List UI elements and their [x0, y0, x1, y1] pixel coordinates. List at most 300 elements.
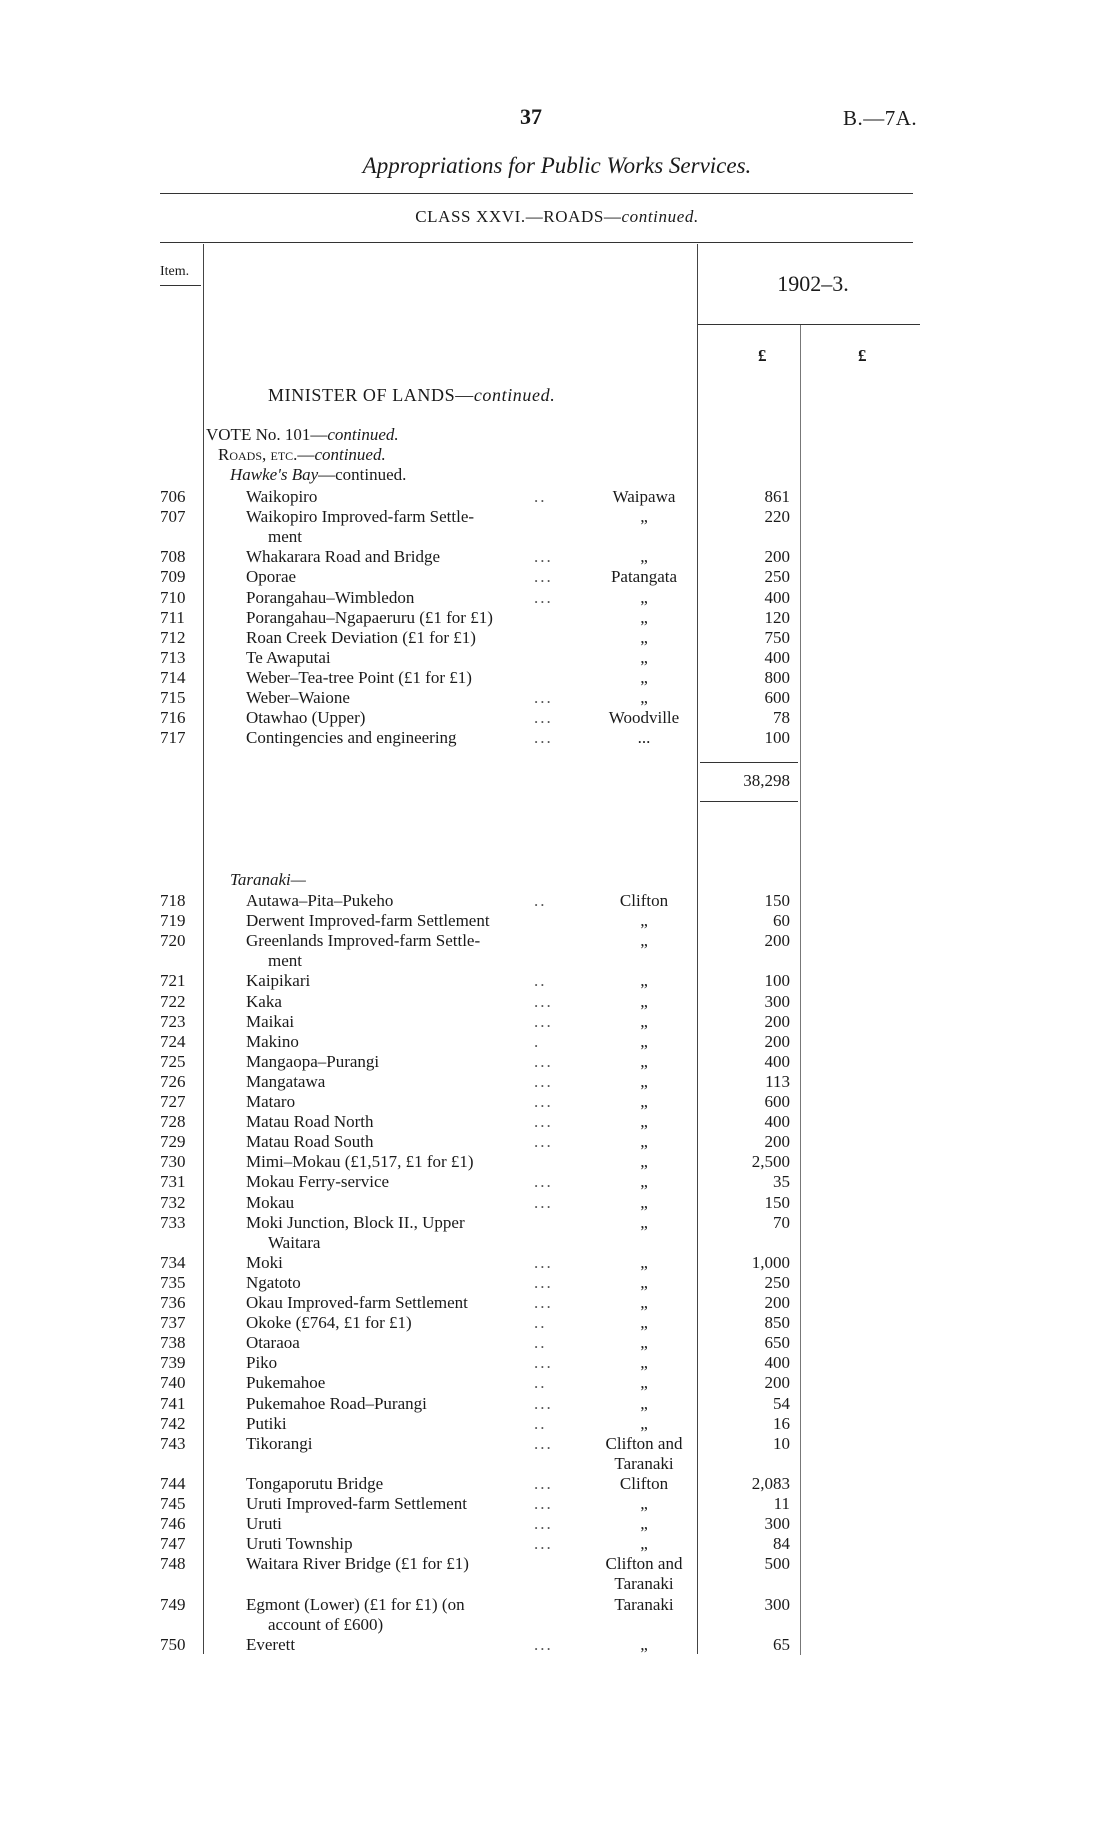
- district-name: „: [640, 1353, 648, 1373]
- item-name: Waikopiro: [246, 487, 318, 506]
- item-number: 749: [160, 1594, 186, 1614]
- roads-heading-main: Roads, etc.—: [218, 445, 315, 464]
- item-name: Piko: [246, 1353, 278, 1373]
- leader-dots: ...: [534, 688, 553, 707]
- leader-dots: ...: [534, 1293, 553, 1312]
- leader-dots: ...: [534, 1494, 553, 1513]
- table-row: [0, 911, 1114, 931]
- pound-symbol-second: £: [858, 346, 867, 365]
- table-row-continuation: [0, 527, 1114, 547]
- item-amount: 2,500: [751, 1152, 790, 1172]
- item-amount: 65: [773, 1634, 790, 1654]
- item-number: 718: [160, 891, 186, 910]
- district-name: „: [640, 547, 648, 567]
- item-name: Contingencies and engineering: [246, 728, 457, 748]
- item-name: Mataro: [246, 1092, 296, 1111]
- table-row: [0, 1032, 1114, 1052]
- item-name: Matau Road North: [246, 1112, 374, 1132]
- item-name: Porangahau–Wimbledon: [246, 587, 415, 607]
- item-amount: 2,083: [751, 1473, 790, 1493]
- item-number: 738: [160, 1333, 186, 1353]
- year-header: 1902–3.: [777, 271, 849, 296]
- subtotal-rule-bottom: [700, 801, 798, 802]
- item-number: 744: [160, 1473, 186, 1493]
- title-rule: [160, 193, 913, 194]
- district-name: „: [640, 1313, 648, 1333]
- item-name: Pukemahoe Road–Purangi: [246, 1393, 427, 1413]
- table-row: [0, 971, 1114, 991]
- item-number: 740: [160, 1373, 186, 1393]
- leader-dots: ..: [534, 1413, 547, 1433]
- district-name: „: [640, 1192, 648, 1212]
- item-name: Mokau: [246, 1192, 295, 1212]
- item-amount: 100: [764, 971, 790, 991]
- table-row: [0, 1052, 1114, 1072]
- item-amount: 250: [764, 1272, 790, 1292]
- item-amount: 200: [764, 1132, 790, 1152]
- district-name: „: [640, 971, 648, 991]
- item-number: 739: [160, 1353, 186, 1373]
- table-row: [0, 668, 1114, 688]
- item-amount: 400: [764, 1112, 790, 1132]
- page-number: 37: [520, 104, 542, 129]
- item-number: 711: [160, 607, 185, 627]
- table-row: [0, 1213, 1114, 1233]
- table-row: [0, 507, 1114, 527]
- item-name: Matau Road South: [246, 1132, 374, 1152]
- district-name: „: [640, 667, 648, 687]
- district-name: „: [640, 627, 648, 647]
- item-name: Oporae: [246, 567, 297, 587]
- item-number: 732: [160, 1192, 186, 1212]
- leader-dots: ..: [534, 891, 547, 910]
- table-row: [0, 688, 1114, 708]
- item-name: Putiki: [246, 1413, 287, 1433]
- item-number: 731: [160, 1172, 186, 1192]
- item-name: Maikai: [246, 1011, 295, 1031]
- item-name: Whakarara Road and Bridge: [246, 547, 440, 567]
- item-name: Mimi–Mokau (£1,517, £1 for £1): [246, 1152, 474, 1172]
- item-amount: 10: [773, 1433, 790, 1453]
- leader-dots: ...: [534, 1272, 553, 1292]
- item-number: 708: [160, 547, 186, 567]
- table-row: [0, 891, 1114, 911]
- leader-dots: ...: [534, 1393, 553, 1413]
- item-name: Roan Creek Deviation (£1 for £1): [246, 627, 476, 647]
- item-name: Kaipikari: [246, 971, 311, 991]
- item-amount: 120: [764, 607, 790, 627]
- table-row: [0, 1112, 1114, 1132]
- district-name: „: [640, 1132, 648, 1152]
- item-name: Te Awaputai: [246, 647, 331, 667]
- item-number: 712: [160, 627, 186, 647]
- class-heading-main: CLASS XXVI.—ROADS—: [415, 207, 622, 226]
- taranaki-heading: Taranaki—: [230, 870, 306, 889]
- item-amount: 400: [764, 1353, 790, 1373]
- district-name: „: [640, 1373, 648, 1393]
- item-number: 729: [160, 1132, 186, 1152]
- item-number: 730: [160, 1152, 186, 1172]
- district-name: „: [640, 931, 648, 951]
- item-amount: 600: [764, 688, 790, 707]
- item-name: Makino: [246, 1031, 299, 1051]
- district-name: „: [640, 507, 648, 527]
- item-name-continuation: account of £600): [268, 1614, 384, 1634]
- district-name: „: [640, 1293, 648, 1312]
- item-number: 733: [160, 1212, 186, 1232]
- item-name: Uruti: [246, 1514, 282, 1534]
- district-name: Woodville: [608, 708, 680, 728]
- item-number: 736: [160, 1293, 186, 1312]
- item-amount: 861: [764, 487, 790, 506]
- item-name: Otawhao (Upper): [246, 708, 366, 728]
- table-row-continuation: [0, 1615, 1114, 1635]
- leader-dots: ...: [534, 991, 553, 1011]
- item-amount: 220: [764, 507, 790, 527]
- item-number: 746: [160, 1514, 186, 1534]
- district-name: Clifton and: [605, 1433, 683, 1453]
- item-name: Moki Junction, Block II., Upper: [246, 1212, 465, 1232]
- item-amount: 850: [764, 1313, 790, 1333]
- table-row-continuation: [0, 1454, 1114, 1474]
- item-amount: 113: [765, 1071, 790, 1091]
- item-amount: 300: [764, 1514, 790, 1534]
- item-name: Porangahau–Ngapaeruru (£1 for £1): [246, 607, 493, 627]
- item-name: Weber–Waione: [246, 688, 350, 707]
- item-amount: 78: [773, 708, 790, 728]
- item-number: 726: [160, 1071, 186, 1091]
- district-name: „: [640, 1393, 648, 1413]
- district-name: Patangata: [610, 567, 678, 587]
- leader-dots: ...: [534, 1011, 553, 1031]
- table-row: [0, 1635, 1114, 1655]
- item-amount: 800: [764, 667, 790, 687]
- table-row: [0, 992, 1114, 1012]
- leader-dots: ...: [534, 1514, 553, 1534]
- district-name: „: [640, 911, 648, 931]
- item-name: Uruti Township: [246, 1534, 353, 1554]
- item-number: 745: [160, 1494, 186, 1513]
- table-row-continuation: [0, 951, 1114, 971]
- item-number: 741: [160, 1393, 186, 1413]
- table-row: [0, 708, 1114, 728]
- item-amount: 400: [764, 1051, 790, 1071]
- table-row: [0, 628, 1114, 648]
- item-name: Kaka: [246, 991, 282, 1011]
- item-name: Mangatawa: [246, 1071, 326, 1091]
- class-heading-continued: continued.: [621, 207, 699, 226]
- item-name: Mokau Ferry-service: [246, 1172, 390, 1192]
- class-heading: [0, 207, 1114, 227]
- leader-dots: ...: [534, 1634, 553, 1654]
- table-row: [0, 1414, 1114, 1434]
- table-row: [0, 648, 1114, 668]
- leader-dots: ...: [534, 1172, 553, 1192]
- item-name: Moki: [246, 1252, 283, 1272]
- minister-heading-continued: continued.: [473, 385, 556, 405]
- item-number: 750: [160, 1634, 186, 1654]
- item-amount: 54: [773, 1393, 790, 1413]
- minister-heading: [268, 385, 555, 406]
- leader-dots: ..: [534, 1373, 547, 1393]
- table-row: [0, 1193, 1114, 1213]
- item-amount: 200: [764, 1293, 790, 1312]
- district-name: „: [640, 587, 648, 607]
- district-name: „: [640, 1152, 648, 1172]
- table-row: [0, 1253, 1114, 1273]
- item-name-continuation: ment: [268, 527, 302, 547]
- table-row: [0, 588, 1114, 608]
- district-name: „: [640, 1634, 648, 1654]
- item-number: 727: [160, 1092, 186, 1111]
- leader-dots: ...: [534, 708, 553, 728]
- district-name: „: [640, 688, 648, 707]
- table-row: [0, 931, 1114, 951]
- district-name: „: [640, 1051, 648, 1071]
- leader-dots: ...: [534, 1252, 553, 1272]
- vote-heading: [206, 425, 399, 445]
- item-number: 748: [160, 1554, 186, 1574]
- table-row-continuation: [0, 1574, 1114, 1594]
- item-number: 724: [160, 1031, 186, 1051]
- district-name: „: [640, 1252, 648, 1272]
- table-row: [0, 1394, 1114, 1414]
- item-name: Autawa–Pita–Pukeho: [246, 891, 394, 910]
- table-row: [0, 1092, 1114, 1112]
- item-name-continuation: ment: [268, 951, 302, 971]
- table-row-continuation: [0, 1233, 1114, 1253]
- district-name: „: [640, 1092, 648, 1111]
- item-name: Otaraoa: [246, 1333, 300, 1353]
- district-name: „: [640, 1112, 648, 1132]
- item-number: 728: [160, 1112, 186, 1132]
- item-amount: 150: [764, 891, 790, 910]
- district-name: „: [640, 1514, 648, 1534]
- item-amount: 100: [764, 728, 790, 748]
- item-amount: 200: [764, 1373, 790, 1393]
- table-row: [0, 1293, 1114, 1313]
- district-name: Waipawa: [612, 487, 676, 506]
- item-amount: 200: [764, 1011, 790, 1031]
- table-row: [0, 1012, 1114, 1032]
- district-name: „: [640, 991, 648, 1011]
- district-name: „: [640, 1534, 648, 1554]
- table-row: [0, 1514, 1114, 1534]
- item-number: 713: [160, 647, 186, 667]
- item-amount: 200: [764, 1031, 790, 1051]
- table-row: [0, 1434, 1114, 1454]
- leader-dots: ...: [534, 1071, 553, 1091]
- district-name-continuation: Taranaki: [614, 1574, 674, 1594]
- item-number: 721: [160, 971, 186, 991]
- table-row: [0, 1373, 1114, 1393]
- item-name: Weber–Tea-tree Point (£1 for £1): [246, 667, 472, 687]
- item-name: Everett: [246, 1634, 296, 1654]
- district-name: Taranaki: [614, 1594, 674, 1614]
- leader-dots: ...: [534, 1192, 553, 1212]
- district-name: „: [640, 607, 648, 627]
- pound-symbol-first: £: [758, 346, 767, 365]
- table-row: [0, 728, 1114, 748]
- table-row: [0, 487, 1114, 507]
- table-row: [0, 1595, 1114, 1615]
- item-number: 743: [160, 1433, 186, 1453]
- hawkes-bay-heading-main: Hawke's Bay: [230, 465, 319, 484]
- roads-heading-continued: continued.: [314, 445, 386, 464]
- item-amount: 650: [764, 1333, 790, 1353]
- item-name: Pukemahoe: [246, 1373, 326, 1393]
- item-name: Derwent Improved-farm Settlement: [246, 911, 490, 931]
- district-name: „: [640, 1272, 648, 1292]
- item-name: Tongaporutu Bridge: [246, 1473, 384, 1493]
- item-amount: 500: [764, 1554, 790, 1574]
- table-row: [0, 1172, 1114, 1192]
- table-row: [0, 567, 1114, 587]
- table-row: [0, 1152, 1114, 1172]
- item-number: 725: [160, 1051, 186, 1071]
- item-number: 714: [160, 667, 186, 687]
- table-row: [0, 1534, 1114, 1554]
- item-amount: 400: [764, 647, 790, 667]
- item-column-header: Item.: [160, 264, 190, 279]
- leader-dots: ...: [534, 567, 553, 587]
- district-name-continuation: Taranaki: [614, 1453, 674, 1473]
- leader-dots: ..: [534, 1333, 547, 1353]
- item-number: 715: [160, 688, 186, 707]
- district-name: ...: [637, 728, 651, 748]
- leader-dots: ..: [534, 1313, 547, 1333]
- leader-dots: ...: [534, 1112, 553, 1132]
- hawkes-bay-total: 38,298: [743, 771, 790, 790]
- item-amount: 35: [773, 1172, 790, 1192]
- leader-dots: ...: [534, 1051, 553, 1071]
- item-number: 723: [160, 1011, 186, 1031]
- leader-dots: ...: [534, 1433, 553, 1453]
- item-number: 710: [160, 587, 186, 607]
- leader-dots: ..: [534, 971, 547, 991]
- leader-dots: ...: [534, 547, 553, 567]
- item-amount: 750: [764, 627, 790, 647]
- item-amount: 84: [773, 1534, 790, 1554]
- district-name: „: [640, 1172, 648, 1192]
- item-amount: 200: [764, 931, 790, 951]
- district-name: Clifton and: [605, 1554, 683, 1574]
- table-row: [0, 1353, 1114, 1373]
- item-number: 735: [160, 1272, 186, 1292]
- item-number: 706: [160, 487, 186, 506]
- leader-dots: ...: [534, 1473, 553, 1493]
- district-name: „: [640, 647, 648, 667]
- item-header-rule: [160, 285, 201, 286]
- district-name: „: [640, 1333, 648, 1353]
- leader-dots: ...: [534, 587, 553, 607]
- vote-heading-main: VOTE No. 101—: [206, 425, 328, 444]
- item-number: 707: [160, 507, 186, 527]
- table-row: [0, 608, 1114, 628]
- leader-dots: ...: [534, 1353, 553, 1373]
- leader-dots: ...: [534, 728, 553, 748]
- document-reference: B.—7A.: [843, 106, 918, 130]
- item-amount: 250: [764, 567, 790, 587]
- district-name: „: [640, 1011, 648, 1031]
- table-row: [0, 1333, 1114, 1353]
- year-header-rule: [698, 324, 920, 325]
- district-name: „: [640, 1413, 648, 1433]
- district-name: Clifton: [619, 1473, 669, 1493]
- item-name: Tikorangi: [246, 1433, 313, 1453]
- item-name: Egmont (Lower) (£1 for £1) (on: [246, 1594, 465, 1614]
- leader-dots: ...: [534, 1092, 553, 1111]
- item-number: 719: [160, 911, 186, 931]
- item-number: 747: [160, 1534, 186, 1554]
- item-number: 737: [160, 1313, 186, 1333]
- item-name: Waikopiro Improved-farm Settle-: [246, 507, 475, 527]
- hawkes-bay-heading: [230, 465, 406, 485]
- item-amount: 300: [764, 991, 790, 1011]
- page-title: Appropriations for Public Works Services.: [362, 153, 752, 178]
- item-amount: 300: [764, 1594, 790, 1614]
- subtotal-rule-top: [700, 762, 798, 763]
- table-row: [0, 547, 1114, 567]
- leader-dots: ...: [534, 1534, 553, 1554]
- table-row: [0, 1273, 1114, 1293]
- item-amount: 150: [764, 1192, 790, 1212]
- table-row: [0, 1554, 1114, 1574]
- leader-dots: ..: [534, 487, 547, 506]
- item-name: Okoke (£764, £1 for £1): [246, 1313, 412, 1333]
- item-name: Okau Improved-farm Settlement: [246, 1293, 468, 1312]
- item-number: 720: [160, 931, 186, 951]
- table-row: [0, 1072, 1114, 1092]
- table-row: [0, 1474, 1114, 1494]
- district-name: „: [640, 1494, 648, 1513]
- district-name: „: [640, 1031, 648, 1051]
- item-number: 722: [160, 991, 186, 1011]
- item-amount: 16: [773, 1413, 790, 1433]
- table-row: [0, 1494, 1114, 1514]
- item-name: Ngatoto: [246, 1272, 301, 1292]
- item-name: Mangaopa–Purangi: [246, 1051, 380, 1071]
- item-amount: 60: [773, 911, 790, 931]
- district-name: „: [640, 1212, 648, 1232]
- hawkes-bay-heading-continued: —continued.: [318, 465, 407, 484]
- district-name: „: [640, 1071, 648, 1091]
- district-name: Clifton: [619, 891, 669, 910]
- item-name: Waitara River Bridge (£1 for £1): [246, 1554, 469, 1574]
- item-amount: 11: [773, 1494, 790, 1513]
- item-amount: 1,000: [751, 1252, 790, 1272]
- table-top-rule: [160, 242, 913, 243]
- minister-heading-main: MINISTER OF LANDS—: [268, 385, 474, 405]
- item-number: 709: [160, 567, 186, 587]
- table-row: [0, 1313, 1114, 1333]
- item-amount: 400: [764, 587, 790, 607]
- table-row: [0, 1132, 1114, 1152]
- item-amount: 600: [764, 1092, 790, 1111]
- leader-dots: ...: [534, 1132, 553, 1152]
- item-name: Uruti Improved-farm Settlement: [246, 1494, 467, 1513]
- item-number: 716: [160, 708, 186, 728]
- item-number: 734: [160, 1252, 186, 1272]
- item-number: 742: [160, 1413, 186, 1433]
- item-amount: 200: [764, 547, 790, 567]
- item-number: 717: [160, 728, 186, 748]
- leader-dots: .: [534, 1031, 541, 1051]
- roads-heading: [218, 445, 386, 465]
- item-name-continuation: Waitara: [268, 1232, 321, 1252]
- item-name: Greenlands Improved-farm Settle-: [246, 931, 481, 951]
- item-amount: 70: [773, 1212, 790, 1232]
